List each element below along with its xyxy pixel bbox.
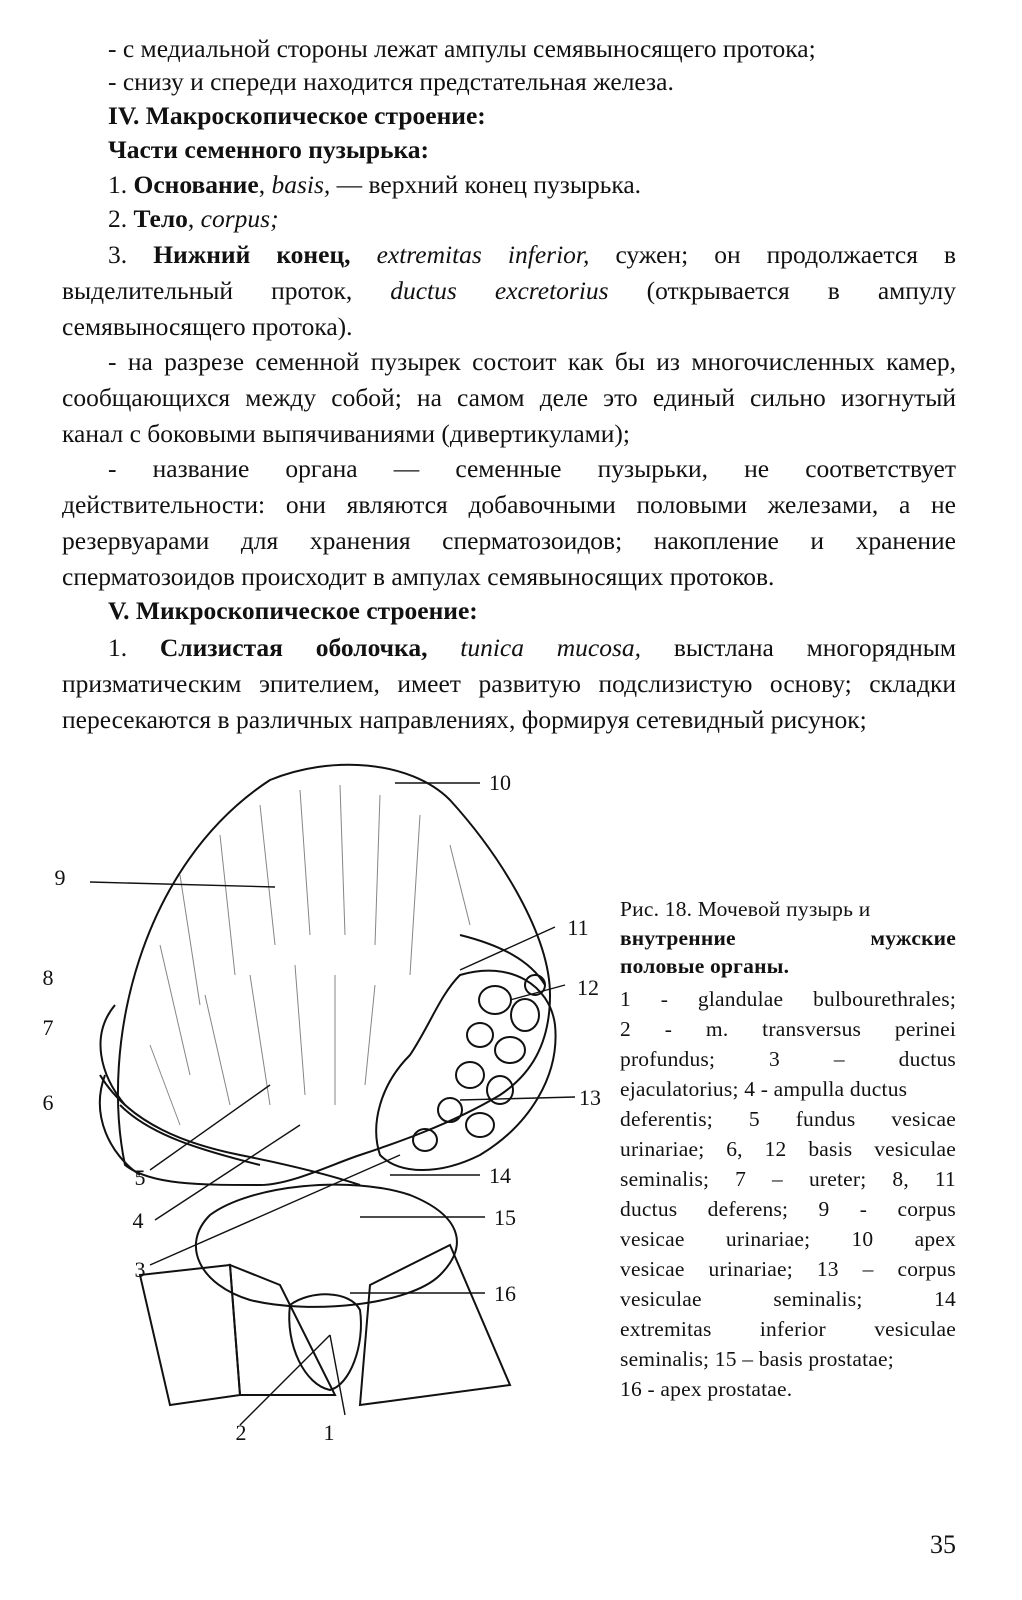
text-line: призматическим эпителием, имеет развитую подслизистую основу; складки xyxy=(62,669,956,698)
caption-line: profundus; 3 – ductus xyxy=(620,1047,956,1071)
part-3-text-b: (открывается в ампулу xyxy=(646,276,957,305)
caption-line: 2 - m. transversus perinei xyxy=(620,1017,956,1041)
parts-heading: Части семенного пузырька: xyxy=(108,135,430,164)
part-1-latin: basis, xyxy=(271,170,331,199)
part-2: 2. Тело, corpus; xyxy=(108,204,279,233)
caption-line: 16 - apex prostatae. xyxy=(620,1377,793,1401)
part-2-latin: corpus; xyxy=(200,204,279,233)
part-2-number: 2. xyxy=(108,204,134,233)
part-2-term: Тело xyxy=(133,204,188,233)
caption-line: ductus deferens; 9 - corpus xyxy=(620,1197,956,1221)
caption-line: urinariae; 6, 12 basis vesiculae xyxy=(620,1137,956,1161)
caption-line: vesicae urinariae; 10 apex xyxy=(620,1227,956,1251)
part-1-term: Основание xyxy=(133,170,259,199)
figure-label-1: 1 xyxy=(323,1420,335,1445)
figure-label-14: 14 xyxy=(489,1163,511,1188)
caption-title-line-2: внутренние мужские xyxy=(620,926,956,950)
figure-label-2: 2 xyxy=(235,1420,247,1445)
micro-1-text: выстлана многорядным xyxy=(673,633,957,662)
part-3-number: 3. xyxy=(108,240,154,269)
figure-label-3: 3 xyxy=(134,1257,146,1282)
part-3-text: сужен; он продолжается в xyxy=(615,240,957,269)
text-line: резервуарами для хранения сперматозоидов; накопление и хранение xyxy=(62,526,956,555)
caption-line: seminalis; 7 – ureter; 8, 11 xyxy=(620,1167,956,1191)
micro-1-term: Слизистая оболочка, xyxy=(159,633,428,662)
micro-1 xyxy=(108,633,956,663)
part-3-latin: extremitas inferior, xyxy=(376,240,590,269)
caption-line: 1 - glandulae bulbourethrales; xyxy=(620,987,956,1011)
text-line: действительности: они являются добавочными половыми железами, а не xyxy=(62,490,956,519)
caption-line: extremitas inferior vesiculae xyxy=(620,1317,956,1341)
text-line: семявыносящего протока). xyxy=(62,312,353,341)
bladder-illustration xyxy=(30,745,620,1465)
figure-label-7: 7 xyxy=(42,1015,54,1040)
figure-label-9: 9 xyxy=(54,865,66,890)
micro-1-latin: tunica mucosa, xyxy=(460,633,642,662)
page-number: 35 xyxy=(930,1530,956,1559)
text-line: - с медиальной стороны лежат ампулы семявыносящего протока; xyxy=(108,34,816,63)
figure-label-6: 6 xyxy=(42,1090,54,1115)
caption-line: vesicae urinariae; 13 – corpus xyxy=(620,1257,956,1281)
part-3-duct-latin: ductus excretorius xyxy=(390,276,609,305)
part-1-number: 1. xyxy=(108,170,134,199)
text-line: - снизу и спереди находится предстательная железа. xyxy=(108,67,674,96)
figure-label-4: 4 xyxy=(132,1208,144,1233)
caption-line: ejaculatorius; 4 - ampulla ductus xyxy=(620,1077,908,1101)
text-line: канал с боковыми выпячиваниями (дивертикулами); xyxy=(62,419,631,448)
caption-title xyxy=(620,896,956,923)
figure-label-5: 5 xyxy=(134,1165,146,1190)
part-3 xyxy=(108,240,956,270)
part-1: 1. Основание, basis, — верхний конец пузырька. xyxy=(108,170,642,199)
figure-label-10: 10 xyxy=(489,770,511,795)
caption-title-line-3: половые органы. xyxy=(620,954,790,978)
caption-line: seminalis; 15 – basis prostatae; xyxy=(620,1347,894,1371)
text-line: сперматозоидов происходит в ампулах семявыносящих протоков. xyxy=(62,562,775,591)
figure-label-12: 12 xyxy=(577,975,599,1000)
caption-line: deferentis; 5 fundus vesicae xyxy=(620,1107,956,1131)
part-3-line-2 xyxy=(62,276,956,306)
caption-line: vesiculae seminalis; 14 xyxy=(620,1287,956,1311)
figure-label-8: 8 xyxy=(42,965,54,990)
text-line: пересекаются в различных направлениях, формируя сетевидный рисунок; xyxy=(62,705,867,734)
figure-label-15: 15 xyxy=(494,1205,516,1230)
figure-label-11: 11 xyxy=(567,915,589,940)
text-line: сообщающихся между собой; на самом деле это единый сильно изогнутый xyxy=(62,383,956,412)
section-heading-iv: IV. Макроскопическое строение: xyxy=(108,101,486,130)
section-heading-v: V. Микроскопическое строение: xyxy=(108,596,478,625)
text-line: - на разрезе семенной пузырек состоит как бы из многочисленных камер, xyxy=(108,347,956,376)
text-line: - название органа — семенные пузырьки, не соответствует xyxy=(108,454,956,483)
part-3-term: Нижний конец, xyxy=(153,240,351,269)
part-1-text: — верхний конец пузырька. xyxy=(330,170,642,199)
part-3-text-a: выделительный проток, xyxy=(62,276,353,305)
micro-1-number: 1. xyxy=(108,633,160,662)
figure-label-13: 13 xyxy=(579,1085,601,1110)
caption-title-line-1: Рис. 18. Мочевой пузырь и xyxy=(620,897,871,921)
figure-label-16: 16 xyxy=(494,1281,516,1306)
